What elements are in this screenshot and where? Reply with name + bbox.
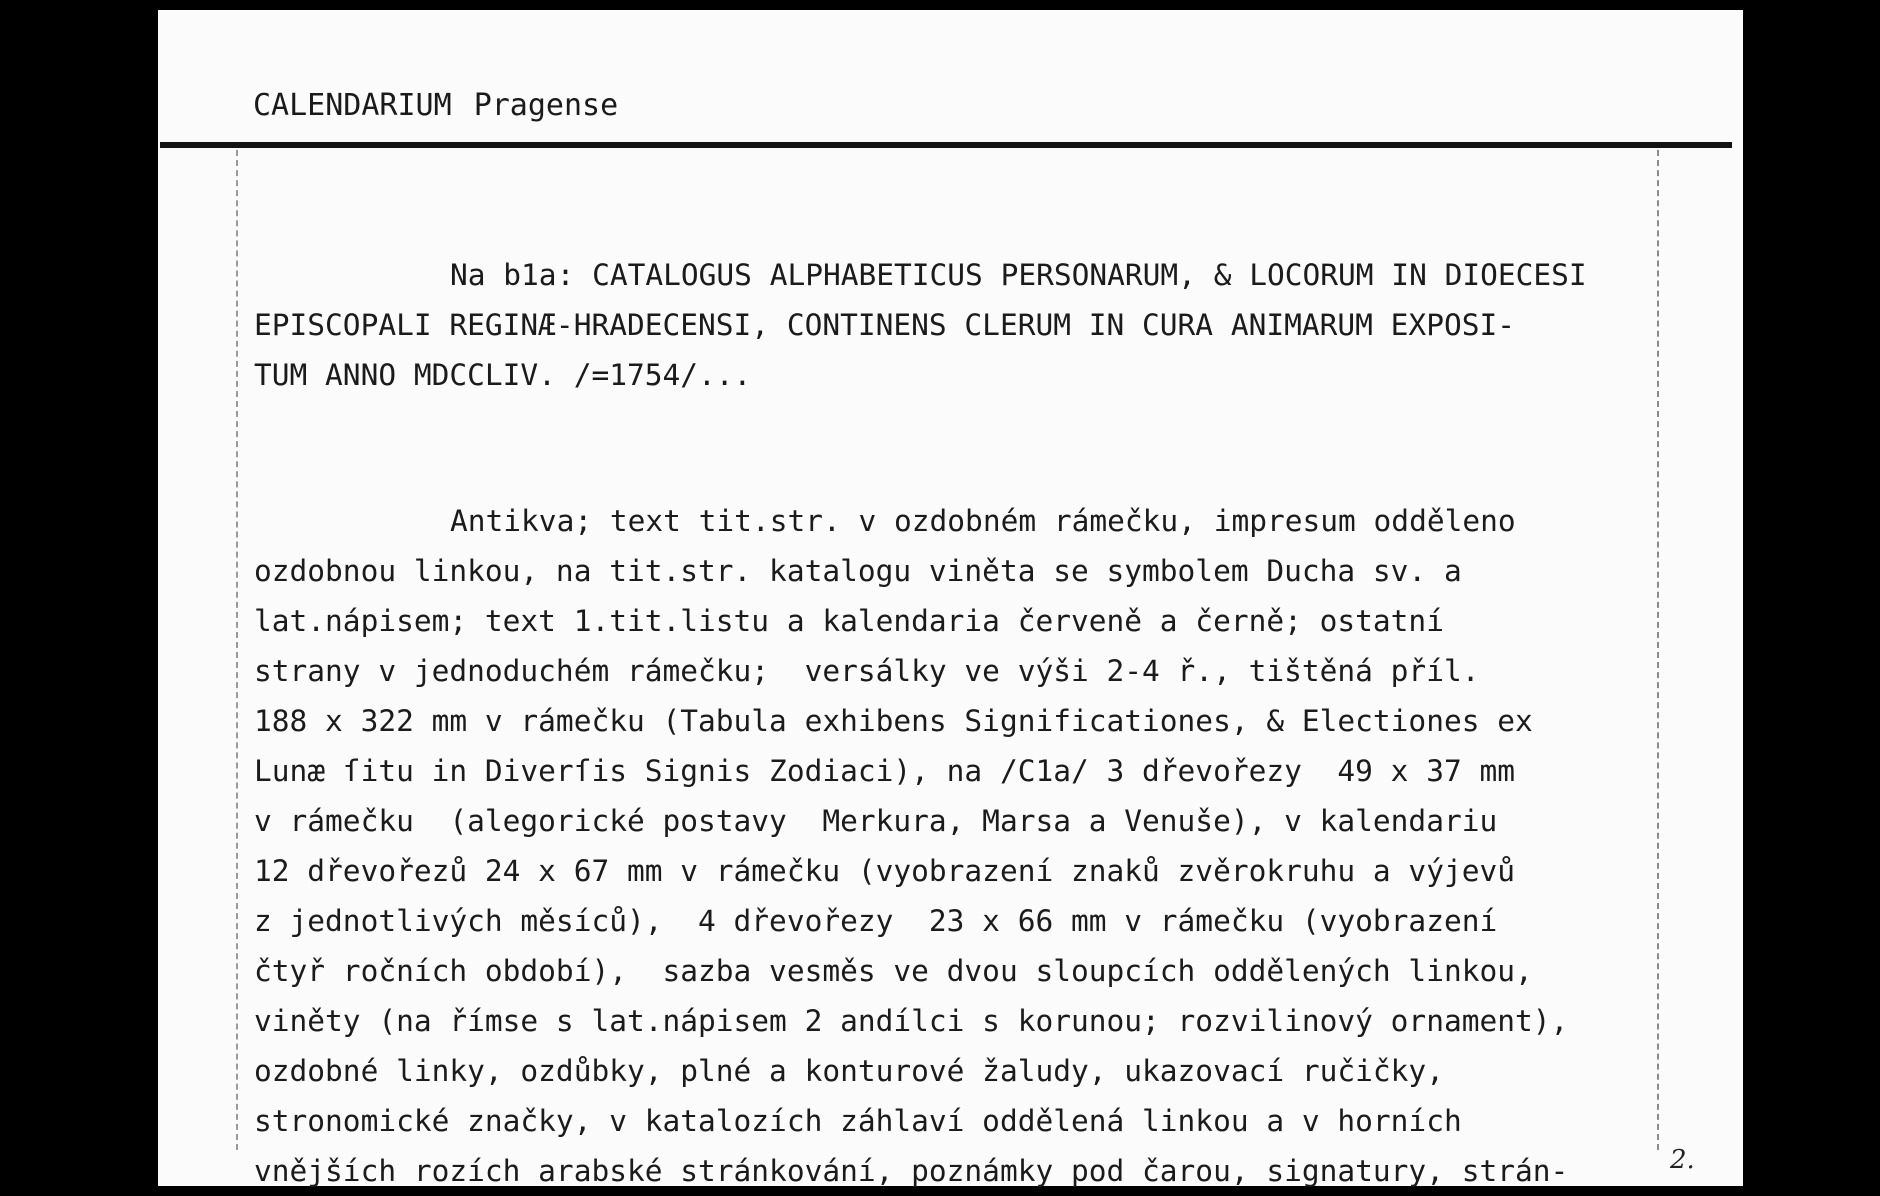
card-header — [253, 88, 618, 123]
title-line: TUM ANNO MDCCLIV. /=1754/... — [254, 358, 752, 392]
description-line: čtyř ročních období), sazba vesměs ve dvou sloupcích oddělených linkou, — [254, 954, 1533, 988]
header-rule — [160, 142, 1732, 148]
left-margin-line — [236, 150, 238, 1150]
title-line: Na b1a: CATALOGUS ALPHABETICUS PERSONARUM, & LOCORUM IN DIOECESI — [450, 258, 1587, 292]
description-line: Lunæ ſitu in Diverſis Signis Zodiaci), na /C1a/ 3 dřevořezy 49 x 37 mm — [254, 754, 1515, 788]
description-line: 188 x 322 mm v rámečku (Tabula exhibens Significationes, & Electiones ex — [254, 704, 1533, 738]
header-title: CALENDARIUM — [253, 88, 452, 123]
catalog-card — [158, 10, 1743, 1186]
description-line: v rámečku (alegorické postavy Merkura, Marsa a Venuše), v kalendariu — [254, 804, 1498, 838]
description-line: ozdobné linky, ozdůbky, plné a konturové žaludy, ukazovací ručičky, — [254, 1054, 1444, 1088]
description-line: ozdobnou linkou, na tit.str. katalogu viněta se symbolem Ducha sv. a — [254, 554, 1462, 588]
continuation-mark: 2. — [1670, 1145, 1695, 1175]
description-line: Antikva; text tit.str. v ozdobném rámečku, impresum odděleno — [450, 504, 1516, 538]
header-subtitle: Pragense — [473, 88, 619, 123]
description-line: vnějších rozích arabské stránkování, poznámky pod čarou, signatury, strán- — [254, 1154, 1569, 1188]
card-body — [254, 250, 1724, 1196]
description-line: viněty (na římse s lat.nápisem 2 andílci s korunou; rozvilinový ornament), — [254, 1004, 1569, 1038]
description-line: lat.nápisem; text 1.tit.listu a kalendaria červeně a černě; ostatní — [254, 604, 1444, 638]
description-line: strany v jednoduchém rámečku; versálky ve výši 2-4 ř., tištěná příl. — [254, 654, 1480, 688]
description-line: stronomické značky, v katalozích záhlaví oddělená linkou a v horních — [254, 1104, 1462, 1138]
title-line: EPISCOPALI REGINÆ-HRADECENSI, CONTINENS CLERUM IN CURA ANIMARUM EXPOSI- — [254, 308, 1515, 342]
description-line: 12 dřevořezů 24 x 67 mm v rámečku (vyobrazení znaků zvěrokruhu a výjevů — [254, 854, 1515, 888]
paragraph-gap — [254, 400, 1724, 496]
description-line: z jednotlivých měsíců), 4 dřevořezy 23 x 66 mm v rámečku (vyobrazení — [254, 904, 1498, 938]
